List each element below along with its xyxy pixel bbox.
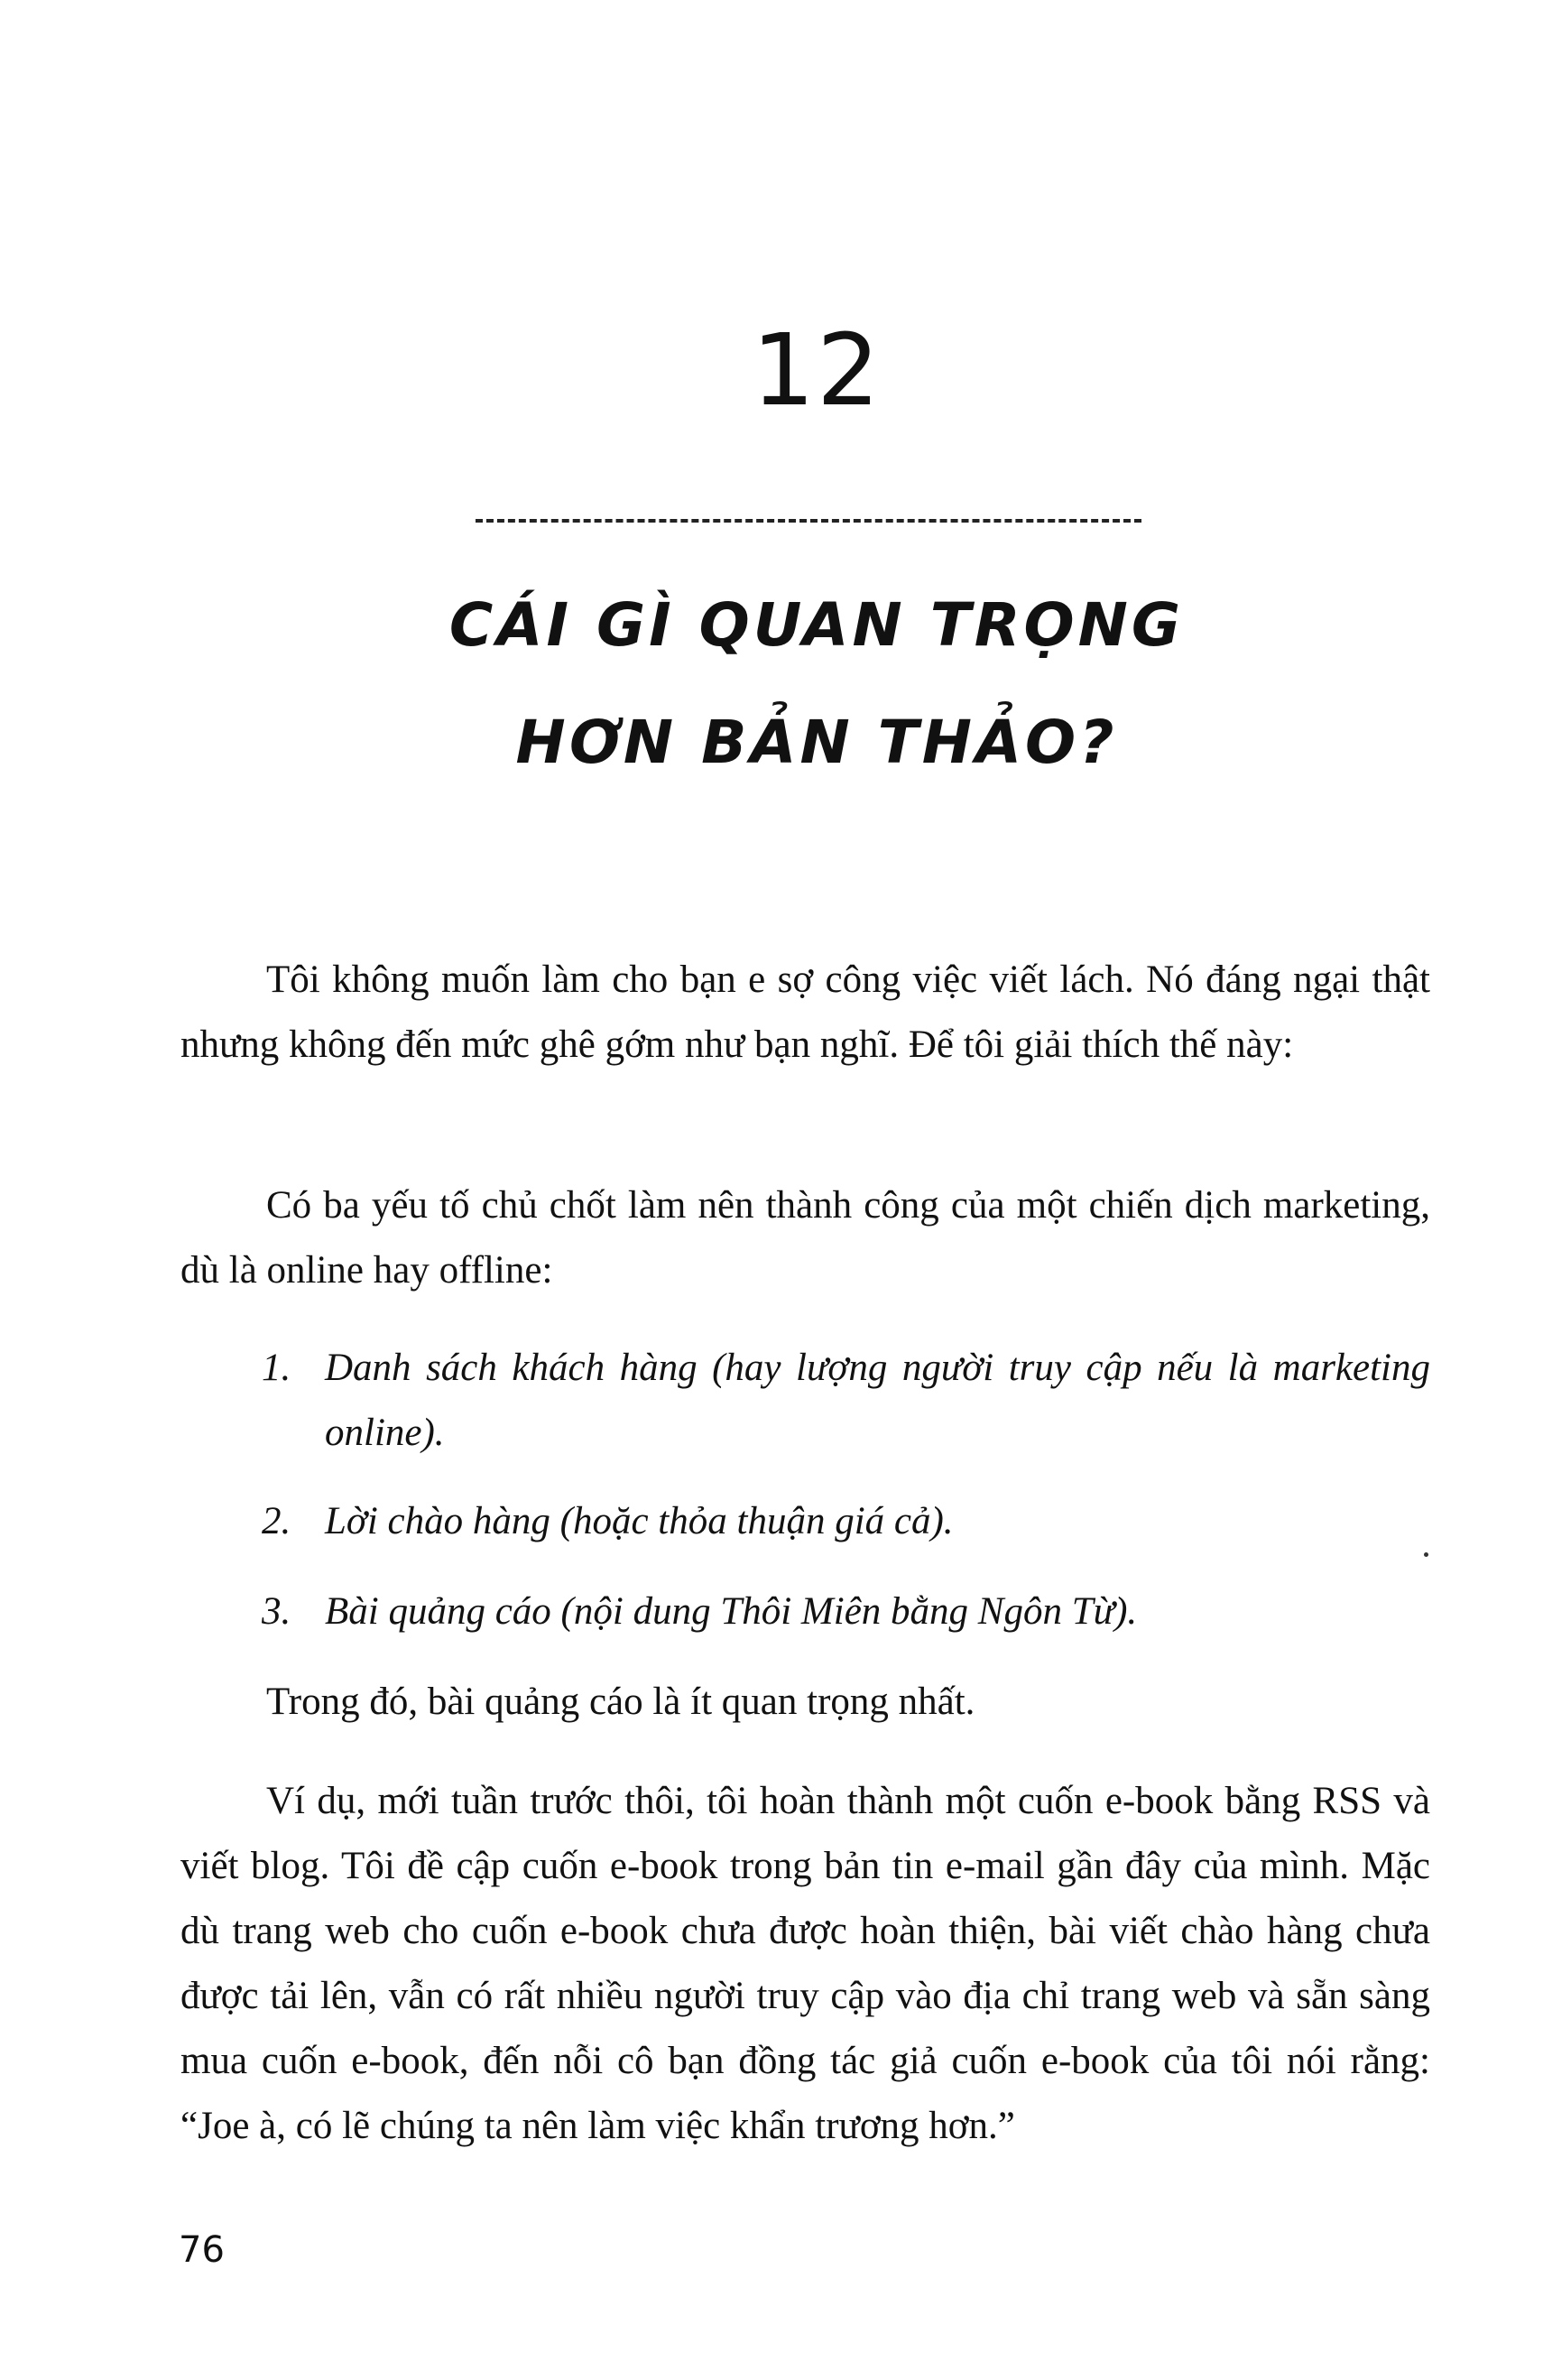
- list-item: [262, 1579, 1430, 1644]
- list-number: 1.: [262, 1347, 291, 1389]
- chapter-number: 12: [752, 312, 882, 428]
- paragraph-intro: Tôi không muốn làm cho bạn e sợ công việc viết lách. Nó đáng ngại thật nhưng không đến mức ghê gớm như bạn nghĩ. Để tôi giải thích thế này:: [180, 958, 1430, 1066]
- list-text: Lời chào hàng (hoặc thỏa thuận giá cả).: [325, 1500, 954, 1542]
- page-number: 76: [179, 2229, 225, 2271]
- factor-list-item-3: [262, 1579, 1430, 1644]
- chapter-divider: [476, 519, 1141, 523]
- list-number: 3.: [262, 1590, 291, 1633]
- list-number: 2.: [262, 1500, 291, 1542]
- chapter-title-line-1: CÁI GÌ QUAN TRỌNG: [448, 590, 1185, 660]
- list-text: Danh sách khách hàng (hay lượng người truy cập nếu là marketing online).: [325, 1347, 1430, 1454]
- paragraph-factors: Có ba yếu tố chủ chốt làm nên thành công của một chiến dịch marketing, dù là online hay offline:: [180, 1184, 1430, 1292]
- paragraph-least-important: Trong đó, bài quảng cáo là ít quan trọng nhất.: [266, 1681, 975, 1723]
- scan-speck: [1424, 1552, 1428, 1557]
- list-item: [262, 1336, 1430, 1466]
- paragraph-example: Ví dụ, mới tuần trước thôi, tôi hoàn thành một cuốn e-book bằng RSS và viết blog. Tôi đề cập cuốn e-book trong bản tin e-mail gần đây của mình. Mặc dù trang web cho cuốn e-book chưa được hoàn thiện, bài viết chào hàng chưa được tải lên, vẫn có rất nhiều người truy cập vào địa chỉ trang web và sẵn sàng mua cuốn e-book, đến nỗi cô bạn đồng tác giả cuốn e-book của tôi nói rằng: “Joe à, có lẽ chúng ta nên làm việc khẩn trương hơn.”: [180, 1780, 1430, 2147]
- factor-list-item-1: [262, 1336, 1430, 1466]
- chapter-title-line-2: HƠN BẢN THẢO?: [515, 708, 1118, 777]
- list-item: [262, 1489, 1430, 1554]
- list-text: Bài quảng cáo (nội dung Thôi Miên bằng Ngôn Từ).: [325, 1590, 1138, 1633]
- factor-list-item-2: [262, 1489, 1430, 1554]
